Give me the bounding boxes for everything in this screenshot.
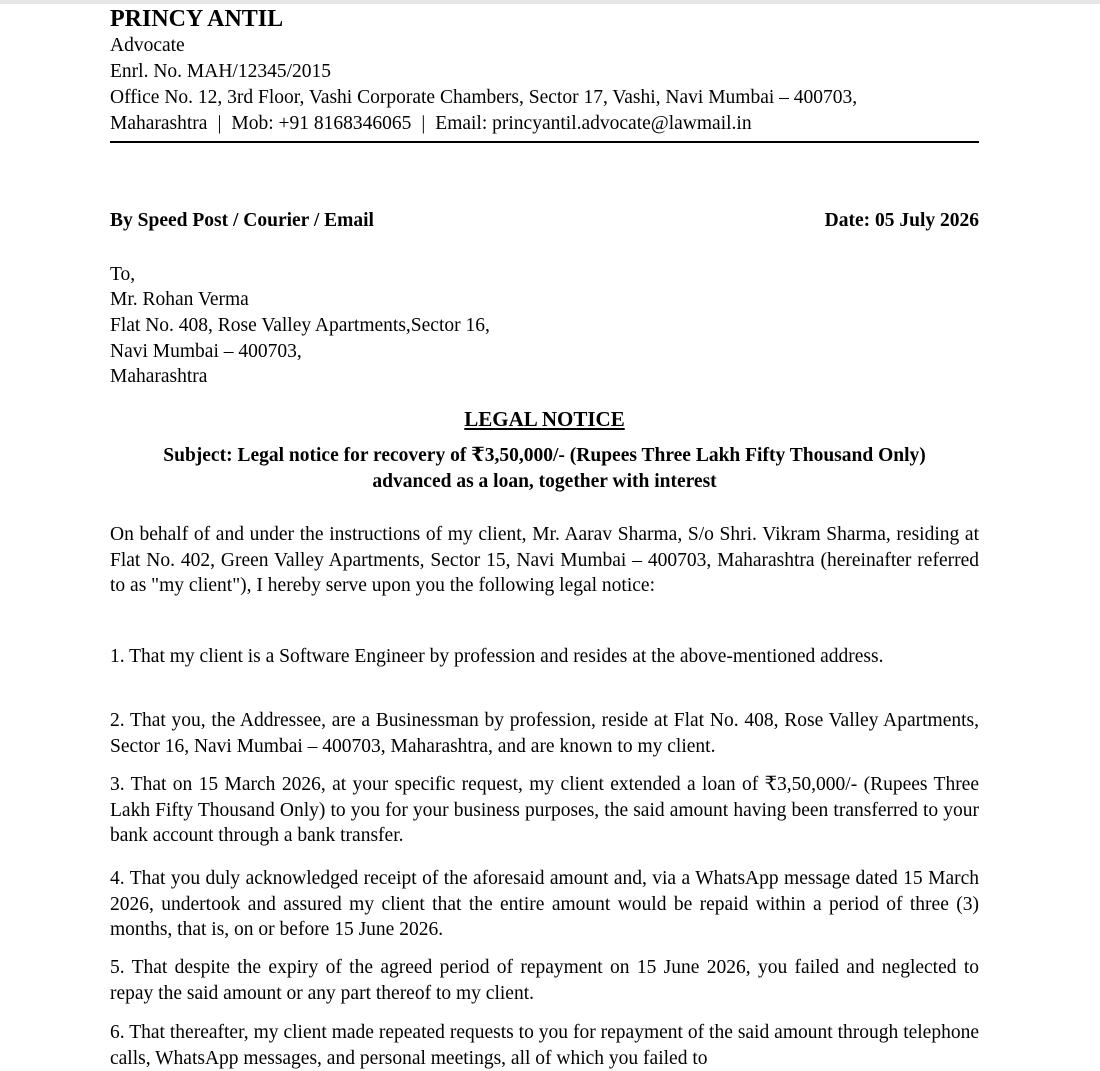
notice-subject-line2: advanced as a loan, together with interest bbox=[372, 471, 717, 492]
notice-point-1: 1. That my client is a Software Engineer by profession and resides at the above-mentioned address. bbox=[110, 646, 884, 667]
recipient-salutation: To, bbox=[110, 264, 136, 285]
advocate-designation: Advocate bbox=[110, 35, 185, 56]
contact-separator: | bbox=[217, 113, 222, 134]
intro-paragraph: On behalf of and under the instructions of my client, Mr. Aarav Sharma, S/o Shri. Vikram Sharma, residing at Flat No. 402, Green Valley Apartments, Sector 15, Navi Mumbai – 400703, Maharashtra (hereinafter referred to as "my client"), I hereby serve upon you the following legal notice: bbox=[110, 524, 979, 596]
recipient-address-line3: Maharashtra bbox=[110, 366, 208, 387]
recipient-name: Mr. Rohan Verma bbox=[110, 289, 249, 310]
notice-point-6: 6. That thereafter, my client made repeated requests to you for repayment of the said amount through telephone calls, WhatsApp messages, and personal meetings, all of which you failed to bbox=[110, 1022, 979, 1069]
office-address: Office No. 12, 3rd Floor, Vashi Corporate Chambers, Sector 17, Vashi, Navi Mumbai – 400703, bbox=[110, 87, 858, 108]
notice-date: Date: 05 July 2026 bbox=[824, 210, 979, 231]
recipient-address-line1: Flat No. 408, Rose Valley Apartments,Sector 16, bbox=[110, 315, 490, 336]
notice-point-3: 3. That on 15 March 2026, at your specific request, my client extended a loan of ₹3,50,000/- (Rupees Three Lakh Fifty Thousand Only) to you for your business purposes, the said amount having been transferred to your bank account through a bank transfer. bbox=[110, 774, 979, 846]
recipient-address-line2: Navi Mumbai – 400703, bbox=[110, 341, 302, 362]
notice-point-5: 5. That despite the expiry of the agreed period of repayment on 15 June 2026, you failed and neglected to repay the said amount or any part thereof to my client. bbox=[110, 957, 979, 1004]
notice-title: LEGAL NOTICE bbox=[464, 407, 625, 431]
contact-line bbox=[110, 111, 752, 137]
advocate-name: PRINCY ANTIL bbox=[110, 6, 284, 32]
top-border bbox=[0, 0, 1100, 4]
enrollment-number: Enrl. No. MAH/12345/2015 bbox=[110, 61, 331, 82]
email-address: Email: princyantil.advocate@lawmail.in bbox=[435, 113, 752, 134]
letterhead-divider bbox=[110, 141, 979, 143]
office-state: Maharashtra bbox=[110, 113, 208, 134]
notice-point-2: 2. That you, the Addressee, are a Businessman by profession, reside at Flat No. 408, Rose Valley Apartments, Sector 16, Navi Mumbai – 400703, Maharashtra, and are known to my client. bbox=[110, 710, 979, 757]
notice-subject-line1: Subject: Legal notice for recovery of ₹3,50,000/- (Rupees Three Lakh Fifty Thousand Only) bbox=[163, 445, 926, 466]
notice-point-4: 4. That you duly acknowledged receipt of the aforesaid amount and, via a WhatsApp message dated 15 March 2026, undertook and assured my client that the entire amount would be repaid within a period of three (3) months, that is, on or before 15 June 2026. bbox=[110, 868, 979, 940]
contact-separator: | bbox=[421, 113, 426, 134]
dispatch-mode: By Speed Post / Courier / Email bbox=[110, 210, 374, 231]
mobile-number: Mob: +91 8168346065 bbox=[231, 113, 412, 134]
